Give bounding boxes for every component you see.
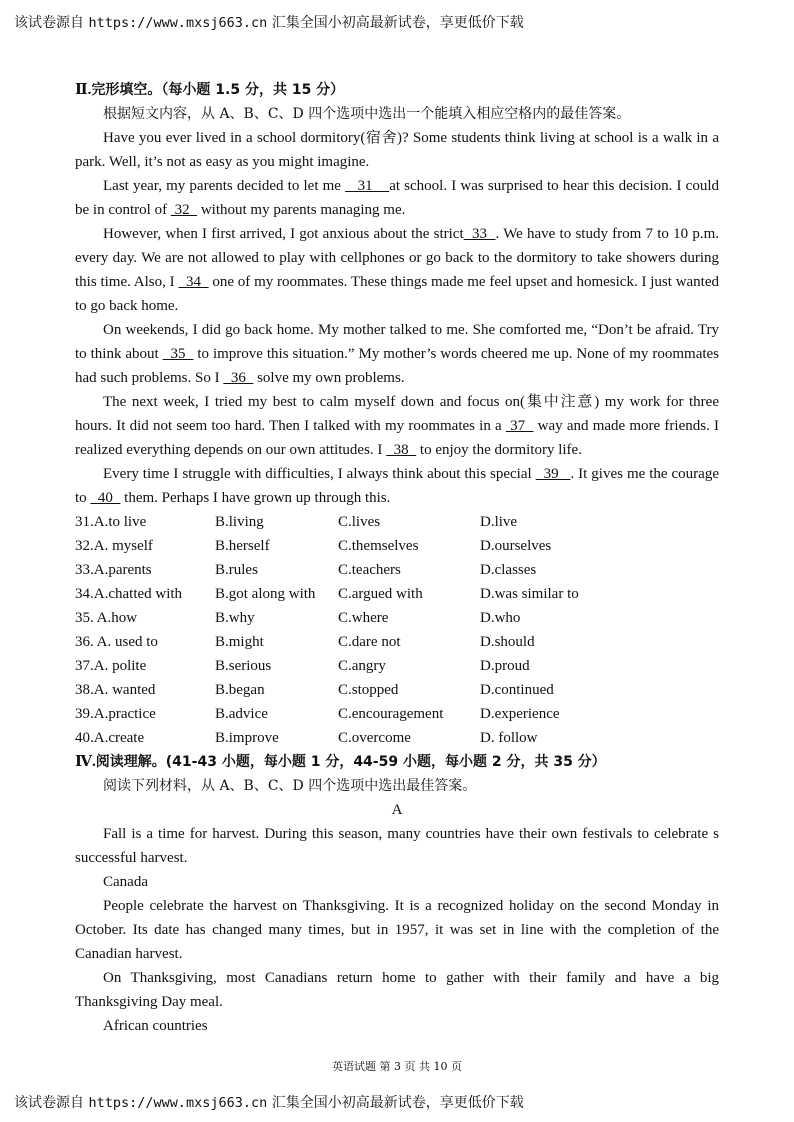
blank-37: 37 [505,418,534,434]
option-c: C.dare not [338,634,401,650]
reading-paragraph-1: Fall is a time for harvest. During this season, many countries have their own festivals to celebrate s successful harvest. [75,826,719,866]
option-row-37 [75,654,719,678]
option-b: B.might [215,634,264,650]
banner-url[interactable]: https://www.mxsj663.cn [88,15,268,31]
option-d: D.ourselves [480,538,552,554]
option-a: 38.A. wanted [75,682,156,698]
option-a: 36. A. used to [75,634,158,650]
option-a: 34.A.chatted with [75,586,183,602]
option-a: 37.A. polite [75,658,147,674]
option-b: B.rules [215,562,258,578]
page-content [75,78,719,1038]
option-d: D.live [480,514,518,530]
option-c: C.overcome [338,730,411,746]
option-d: D.proud [480,658,530,674]
section-4-instruction: 阅读下列材料，从 A、B、C、D 四个选项中选出最佳答案。 [103,778,477,794]
banner-prefix: 该试卷源自 [14,1095,84,1111]
banner-url[interactable]: https://www.mxsj663.cn [88,1095,268,1111]
cloze-paragraph-5: The next week, I tried my best to calm myself down and focus on(集中注意) my work for three hours. It did not seem too hard. Then I talked with my roommates in a 37 way and made more friends. I realized everything depends on our own attitudes. I 38 to enjoy the dormitory life. [75,394,719,458]
option-a: 40.A.create [75,730,145,746]
cloze-paragraph-3: However, when I first arrived, I got anxious about the strict 33 . We have to study from 7 to 10 p.m. every day. We are not allowed to play with cellphones or go back to the dormitory to take showers during this time. Also, I 34 one of my roommates. These things made me feel upset and homesick. I just wanted to go back home. [75,226,720,314]
option-row-39 [75,702,719,726]
option-b: B.improve [215,730,279,746]
option-row-35 [75,606,719,630]
option-row-34 [75,582,719,606]
option-d: D.classes [480,562,537,578]
banner-suffix: 汇集全国小初高最新试卷，享更低价下载 [271,15,524,31]
cloze-paragraph-4: On weekends, I did go back home. My mother talked to me. She comforted me, “Don’t be afraid. Try to think about 35 to improve this situation.” My mother’s words cheered me up. None of my roommates had such problems. So I 36 solve my own problems. [75,322,720,386]
option-row-31 [75,510,719,534]
reading-heading-africa: African countries [103,1018,208,1034]
option-d: D.was similar to [480,586,579,602]
option-row-38 [75,678,719,702]
option-c: C.themselves [338,538,419,554]
passage-label: A [391,802,403,818]
option-c: C.where [338,610,389,626]
reading-paragraph-2: People celebrate the harvest on Thanksgiving. It is a recognized holiday on the second Monday in October. Its date has changed many times, but in 1957, it was set in line with the completion of the Canadian harvest. [75,898,719,962]
page-footer: 英语试题 第 3 页 共 10 页 [332,1060,462,1073]
option-b: B.serious [215,658,272,674]
source-banner-top [14,12,524,32]
option-a: 39.A.practice [75,706,156,722]
option-c: C.angry [338,658,386,674]
option-a: 32.A. myself [75,538,153,554]
option-d: D.continued [480,682,554,698]
blank-31: 31 [345,178,390,194]
option-c: C.stopped [338,682,399,698]
option-c: C.lives [338,514,381,530]
option-b: B.living [215,514,264,530]
option-c: C.encouragement [338,706,444,722]
option-d: D.who [480,610,521,626]
source-banner-bottom [14,1092,524,1112]
section-2-title: Ⅱ.完形填空。（每小题 1.5 分，共 15 分） [75,82,345,98]
blank-39: 39 [535,466,571,482]
cloze-options [75,510,719,750]
option-b: B.began [215,682,265,698]
option-d: D. follow [480,730,538,746]
option-row-33 [75,558,719,582]
option-c: C.teachers [338,562,401,578]
blank-38: 38 [386,442,417,458]
cloze-paragraph-6: Every time I struggle with difficulties, I always think about this special 39 . It gives me the courage to 40 them. Perhaps I have grown up through this. [75,466,719,506]
banner-prefix: 该试卷源自 [14,15,84,31]
option-b: B.got along with [215,586,316,602]
reading-paragraph-3: On Thanksgiving, most Canadians return home to gather with their family and have a big Thanksgiving Day meal. [75,970,719,1010]
blank-40: 40 [90,490,121,506]
blank-34: 34 [178,274,209,290]
blank-35: 35 [162,346,194,362]
blank-33: 33 [463,226,496,242]
banner-suffix: 汇集全国小初高最新试卷，享更低价下载 [271,1095,524,1111]
option-b: B.advice [215,706,268,722]
option-b: B.herself [215,538,270,554]
option-a: 35. A.how [75,610,138,626]
option-d: D.should [480,634,535,650]
option-b: B.why [215,610,255,626]
blank-32: 32 [170,202,198,218]
cloze-paragraph-1: Have you ever lived in a school dormitory(宿舍)? Some students think living at school is a walk in a park. Well, it’s not as easy as you might imagine. [75,130,719,170]
blank-36: 36 [223,370,254,386]
option-d: D.experience [480,706,560,722]
section-4-title: Ⅳ.阅读理解。(41-43 小题，每小题 1 分，44-59 小题，每小题 2 分，共 35 分） [75,754,606,770]
cloze-paragraph-2: Last year, my parents decided to let me 31 at school. I was surprised to hear this decision. I could be in control of 32 without my parents managing me. [75,178,719,218]
reading-heading-canada: Canada [103,874,148,890]
option-row-32 [75,534,719,558]
option-row-40 [75,726,719,750]
option-a: 33.A.parents [75,562,152,578]
option-row-36 [75,630,719,654]
option-a: 31.A.to live [75,514,147,530]
option-c: C.argued with [338,586,423,602]
section-2-instruction: 根据短文内容，从 A、B、C、D 四个选项中选出一个能填入相应空格内的最佳答案。 [103,106,631,122]
